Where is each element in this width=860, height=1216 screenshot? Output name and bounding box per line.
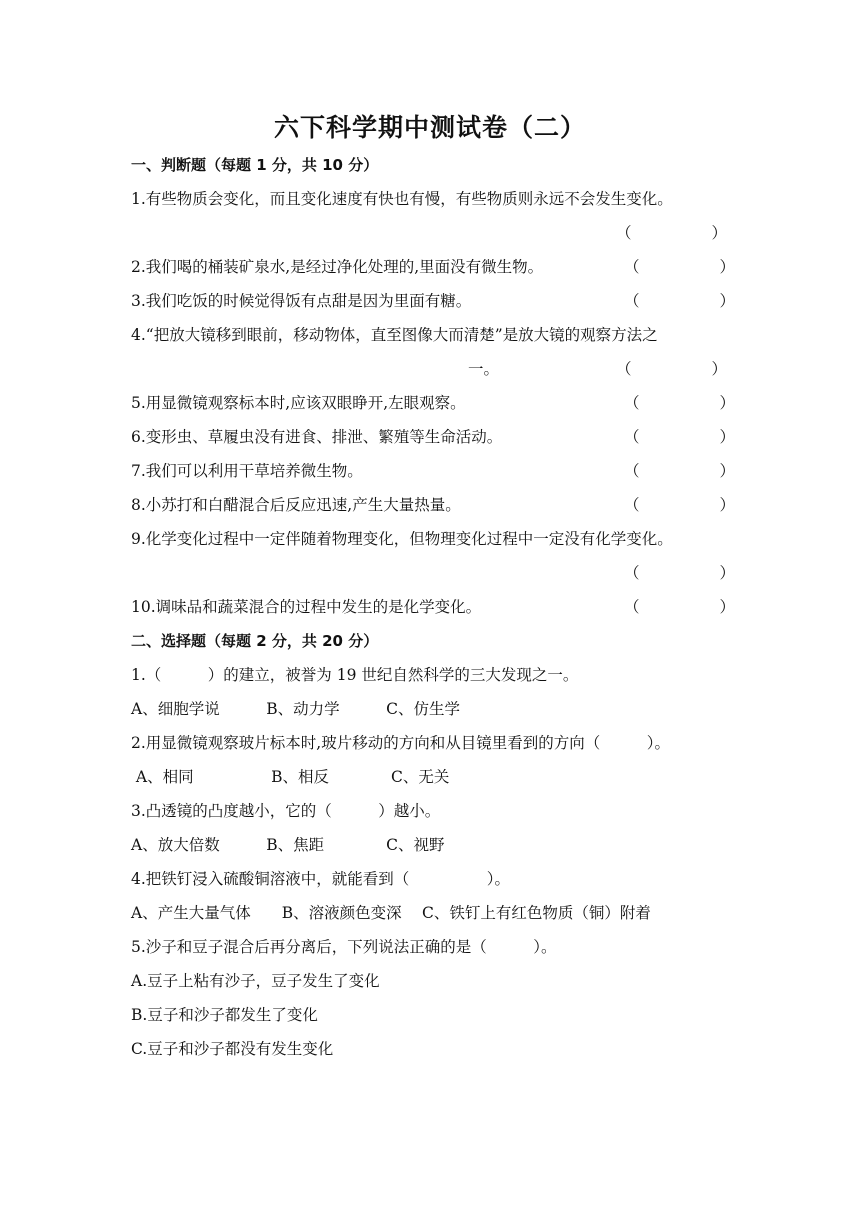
choice-option-5b: B.豆子和沙子都发生了变化 <box>131 1006 318 1024</box>
judge-question-8: 8.小苏打和白醋混合后反应迅速,产生大量热量。 <box>131 496 461 514</box>
choice-options-4: A、产生大量气体 B、溶液颜色变深 C、铁钉上有红色物质（铜）附着 <box>131 904 651 922</box>
answer-blank-6: （ ） <box>624 428 736 446</box>
choice-options-2: A、相同 B、相反 C、无关 <box>131 768 450 786</box>
answer-blank-5: （ ） <box>624 394 736 412</box>
choice-options-3: A、放大倍数 B、焦距 C、视野 <box>131 836 445 854</box>
choice-option-5c: C.豆子和沙子都没有发生变化 <box>131 1040 334 1058</box>
judge-question-10: 10.调味品和蔬菜混合的过程中发生的是化学变化。 <box>131 598 482 616</box>
answer-blank-7: （ ） <box>624 462 736 480</box>
choice-option-5a: A.豆子上粘有沙子，豆子发生了变化 <box>131 972 380 990</box>
answer-blank-2: （ ） <box>624 258 736 276</box>
choice-question-4: 4.把铁钉浸入硫酸铜溶液中，就能看到（ ）。 <box>131 870 511 888</box>
answer-blank-3: （ ） <box>624 292 736 310</box>
answer-blank-9: （ ） <box>624 564 736 582</box>
judge-question-1: 1.有些物质会变化，而且变化速度有快也有慢，有些物质则永远不会发生变化。 <box>131 190 673 208</box>
section1-heading: 一、判断题（每题 1 分，共 10 分） <box>131 156 379 174</box>
judge-question-4-cont: 一。 <box>468 360 500 378</box>
judge-question-7: 7.我们可以利用干草培养微生物。 <box>131 462 363 480</box>
answer-blank-8: （ ） <box>624 496 736 514</box>
choice-question-1: 1.（ ）的建立，被誉为 19 世纪自然科学的三大发现之一。 <box>131 666 579 684</box>
judge-question-3: 3.我们吃饭的时候觉得饭有点甜是因为里面有糖。 <box>131 292 472 310</box>
page-title: 六下科学期中测试卷（二） <box>273 113 586 142</box>
judge-question-4: 4.“把放大镜移到眼前，移动物体，直至图像大而清楚”是放大镜的观察方法之 <box>131 326 658 344</box>
judge-question-2: 2.我们喝的桶装矿泉水,是经过净化处理的,里面没有微生物。 <box>131 258 544 276</box>
answer-blank-10: （ ） <box>624 598 736 616</box>
judge-question-5: 5.用显微镜观察标本时,应该双眼睁开,左眼观察。 <box>131 394 466 412</box>
answer-blank-1: （ ） <box>616 224 728 242</box>
judge-question-6: 6.变形虫、草履虫没有进食、排泄、繁殖等生命活动。 <box>131 428 503 446</box>
judge-question-9: 9.化学变化过程中一定伴随着物理变化，但物理变化过程中一定没有化学变化。 <box>131 530 673 548</box>
choice-question-2: 2.用显微镜观察玻片标本时,玻片移动的方向和从目镜里看到的方向（ ）。 <box>131 734 670 752</box>
choice-question-5: 5.沙子和豆子混合后再分离后，下列说法正确的是（ ）。 <box>131 938 557 956</box>
answer-blank-4: （ ） <box>616 360 728 378</box>
section2-heading: 二、选择题（每题 2 分，共 20 分） <box>131 632 379 650</box>
choice-question-3: 3.凸透镜的凸度越小，它的（ ）越小。 <box>131 802 441 820</box>
choice-options-1: A、细胞学说 B、动力学 C、仿生学 <box>131 700 460 718</box>
